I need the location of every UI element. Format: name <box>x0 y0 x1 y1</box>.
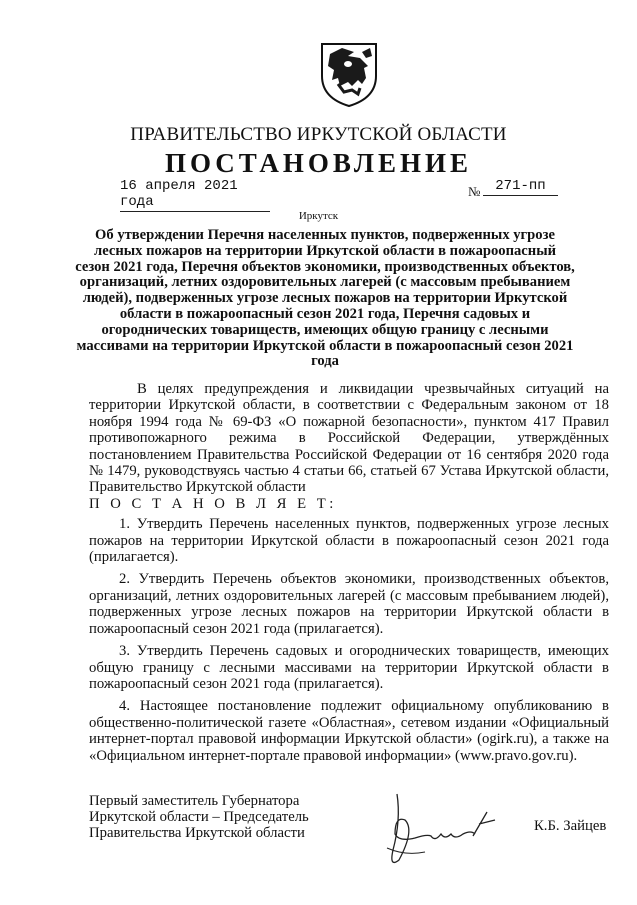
signatory-position <box>89 793 309 841</box>
postanovlyaet-line: П О С Т А Н О В Л Я Е Т: <box>89 495 337 512</box>
document-number: 271-пп <box>483 178 558 196</box>
document-type: ПОСТАНОВЛЕНИЕ <box>164 148 473 178</box>
signatory-line: Правительства Иркутской области <box>89 825 305 841</box>
document-title: Об утверждении Перечня населенных пунктов, подверженных угрозе лесных пожаров на территории Иркутской области в пожароопасный сезон 2021 года, Перечня объектов экономики, производственных объектов, организаций, летних оздоровительных лагерей (с массовым пребыванием людей), подверженных угрозе лесных пожаров на территории Иркутской области в пожароопасный сезон 2021 года, Перечня садовых и огороднических товариществ, имеющих общую границу с лесными массивами на территории Иркутской области в пожароопасный сезон 2021 года <box>75 227 575 370</box>
list-item: 4. Настоящее постановление подлежит официальному опубликованию в общественно-политической газете «Областная», сетевом издании «Официальный интернет-портал правовой информации Иркутской области» (ogirk.ru), а также на «Официальном интернет-портале правовой информации» (www.pravo.gov.ru). <box>89 698 609 764</box>
document-city: Иркутск <box>298 210 339 222</box>
number-sign: № <box>468 184 481 199</box>
government-name: ПРАВИТЕЛЬСТВО ИРКУТСКОЙ ОБЛАСТИ <box>130 124 507 145</box>
handwritten-signature <box>375 790 500 875</box>
list-item: 2. Утвердить Перечень объектов экономики, производственных объектов, организаций, летних оздоровительных лагерей (с массовым пребыванием людей), подверженных угрозе лесных пожаров на территории Иркутской области в пожароопасный сезон 2021 года (прилагается). <box>89 571 609 637</box>
coat-of-arms-emblem <box>318 38 380 108</box>
document-date: 16 апреля 2021 года <box>120 178 270 212</box>
signatory-name: К.Б. Зайцев <box>534 818 607 834</box>
document-body <box>89 381 609 770</box>
signatory-line: Иркутской области – Председатель <box>89 809 309 825</box>
preamble-paragraph: В целях предупреждения и ликвидации чрезвычайных ситуаций на территории Иркутской области, в соответствии с Федеральным законом от 18 ноября 1994 года № 69-ФЗ «О пожарной безопасности», пунктом 417 Правил противопожарного режима в Российской Федерации, утверждённых постановлением Правительства Российской Федерации от 16 сентября 2020 года № 1479, руководствуясь частью 4 статьи 66, статьей 67 Устава Иркутской области, Правительство Иркутской области <box>89 381 609 496</box>
signatory-line: Первый заместитель Губернатора <box>89 793 300 809</box>
list-item: 3. Утвердить Перечень садовых и огороднических товариществ, имеющих общую границу с лесными массивами на территории Иркутской области в пожароопасный сезон 2021 года (прилагается). <box>89 643 609 692</box>
list-item: 1. Утвердить Перечень населенных пунктов, подверженных угрозе лесных пожаров на территории Иркутской области в пожароопасный сезон 2021 года (прилагается). <box>89 516 609 566</box>
